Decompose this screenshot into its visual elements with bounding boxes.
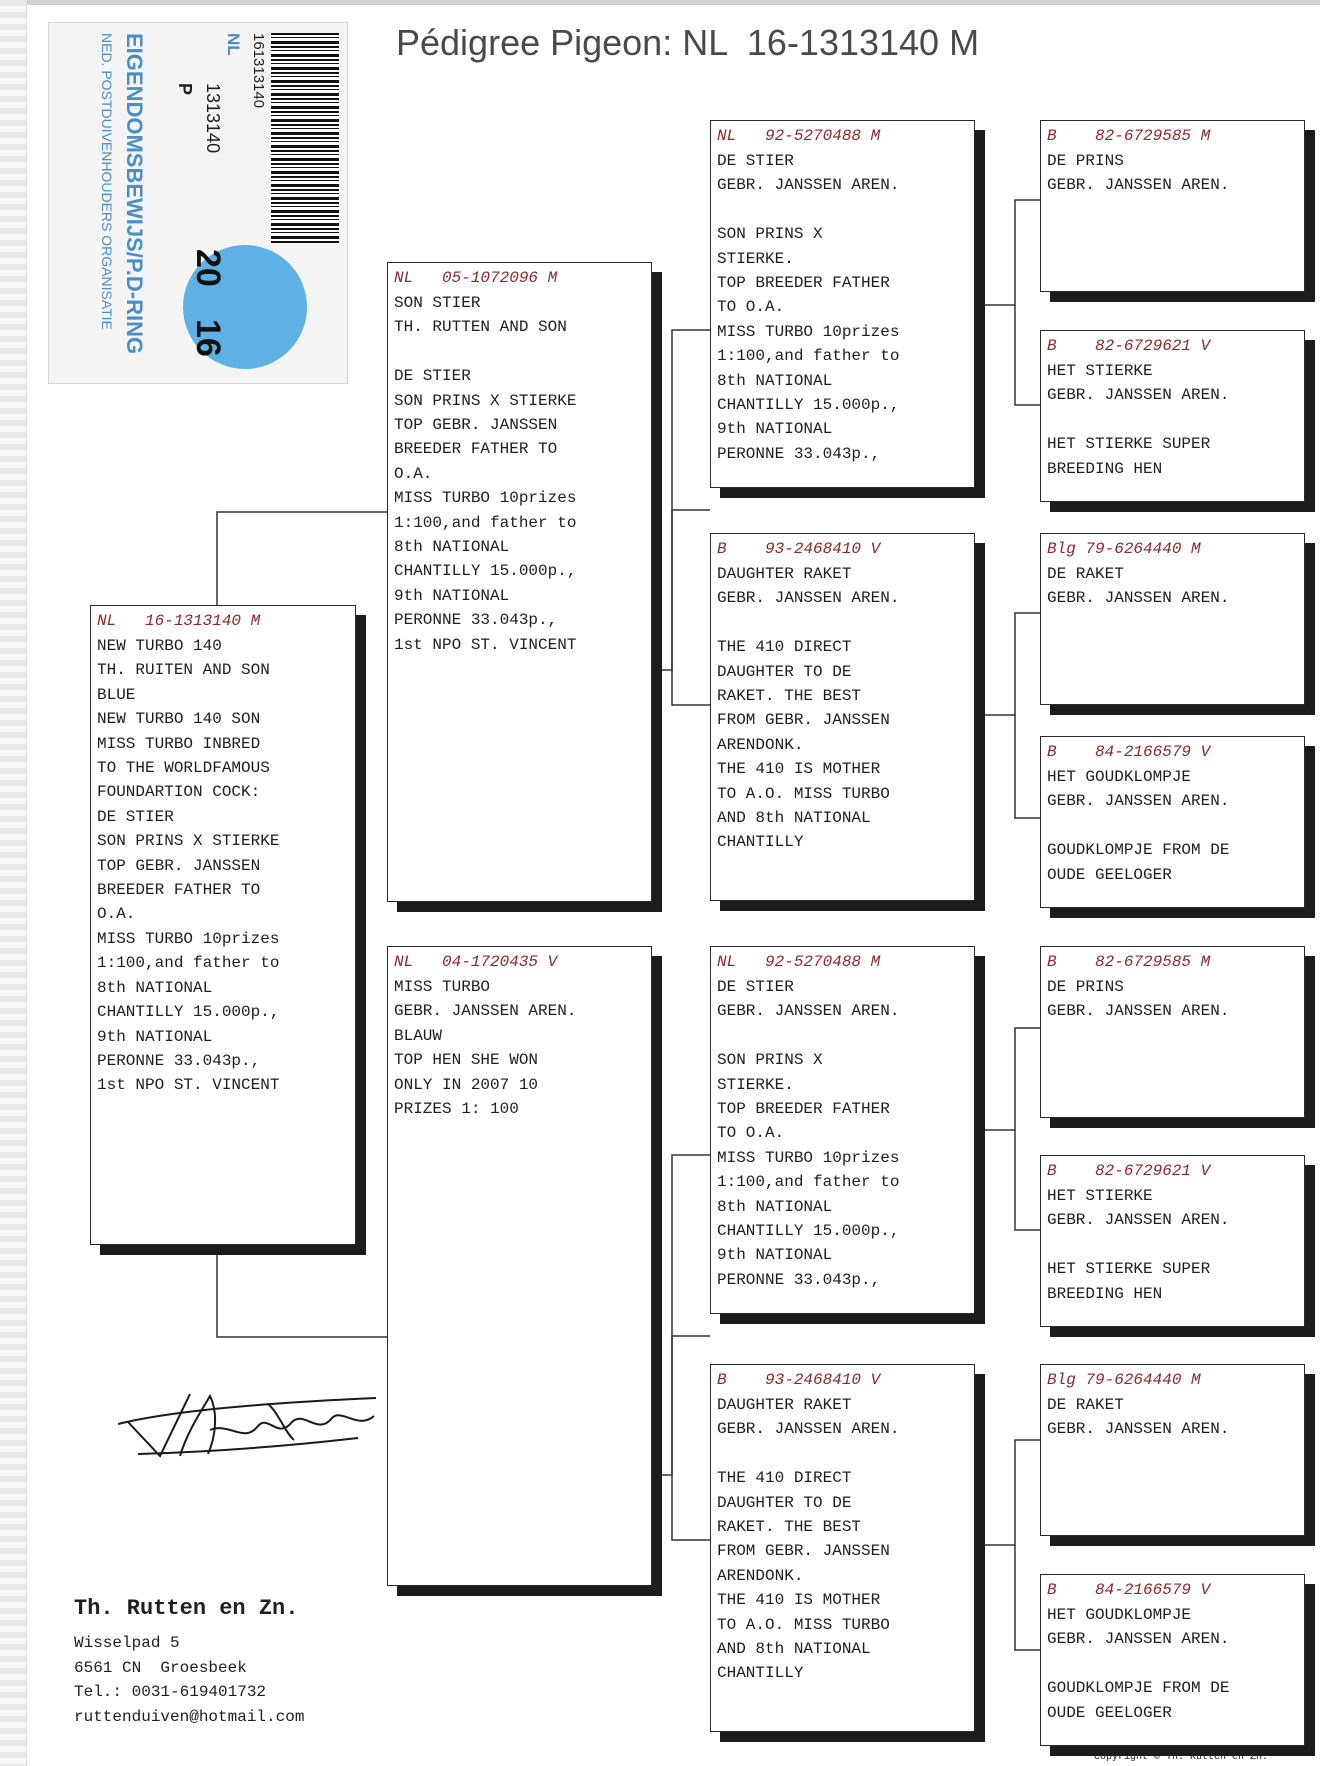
ring-number: NL 05-1072096 M — [394, 269, 558, 287]
pedigree-line: MISS TURBO 10prizes — [394, 489, 577, 508]
ds-sire-box — [1040, 946, 1305, 1118]
pedigree-line: GOUDKLOMPJE FROM DE — [1047, 841, 1230, 860]
pedigree-line: GEBR. JANSSEN AREN. — [717, 1420, 900, 1439]
pedigree-line — [1047, 408, 1298, 432]
pedigree-line: MISS TURBO — [394, 978, 491, 996]
pedigree-line: PERONNE 33.043p., — [394, 611, 558, 630]
pedigree-line: CHANTILLY 15.000p., — [717, 396, 900, 415]
ring-number: NL 04-1720435 V — [394, 953, 558, 971]
pedigree-line: DE RAKET — [1047, 565, 1124, 583]
breeder-name: Th. Rutten en Zn. — [74, 1596, 299, 1621]
dd-dam-box — [1040, 1574, 1305, 1746]
pedigree-line: OUDE GEELOGER — [1047, 1703, 1172, 1722]
page-title: Pédigree Pigeon: NL 16-1313140 M — [396, 22, 980, 63]
pedigree-line: CHANTILLY — [717, 833, 804, 852]
pedigree-line: AND 8th NATIONAL — [717, 809, 871, 828]
pedigree-line: BREEDING HEN — [1047, 459, 1163, 478]
breeder-signature — [118, 1382, 388, 1462]
pedigree-line: DE STIER — [717, 978, 794, 996]
ring-card-organisation: NED. POSTDUIVENHOUDERS ORGANISATIE — [99, 33, 115, 330]
pedigree-line: THE 410 IS MOTHER — [717, 760, 881, 779]
pedigree-line: DAUGHTER TO DE — [717, 1493, 852, 1512]
pedigree-line: GEBR. JANSSEN AREN. — [1047, 176, 1230, 195]
pedigree-line: 1st NPO ST. VINCENT — [394, 635, 577, 654]
pedigree-line: DE RAKET — [1047, 1396, 1124, 1414]
pedigree-line: TH. RUTTEN AND SON — [394, 318, 567, 337]
pedigree-line — [1047, 814, 1298, 838]
pedigree-line: MISS TURBO 10prizes — [717, 322, 900, 341]
ring-card-letter: P — [175, 83, 195, 96]
pedigree-line — [1047, 1652, 1298, 1676]
pedigree-line: BREEDER FATHER TO — [394, 440, 558, 459]
pedigree-line: GEBR. JANSSEN AREN. — [1047, 386, 1230, 405]
breeder-street: Wisselpad 5 — [74, 1634, 180, 1652]
pedigree-line: PERONNE 33.043p., — [97, 1051, 261, 1070]
pedigree-line: SON PRINS X STIERKE — [394, 391, 577, 410]
pedigree-line: HET STIERKE — [1047, 362, 1153, 380]
pedigree-line: GEBR. JANSSEN AREN. — [1047, 589, 1230, 608]
pedigree-line: THE 410 DIRECT — [717, 1469, 852, 1488]
pedigree-line: TOP GEBR. JANSSEN — [97, 856, 261, 875]
pedigree-line: THE 410 DIRECT — [717, 638, 852, 657]
breeder-city: 6561 CN Groesbeek — [74, 1658, 247, 1677]
pedigree-line: BREEDING HEN — [1047, 1284, 1163, 1303]
pedigree-line: FROM GEBR. JANSSEN — [717, 711, 890, 730]
pedigree-line: 8th NATIONAL — [717, 371, 833, 390]
ring-number: B 82-6729585 M — [1047, 127, 1211, 145]
pedigree-line: SON PRINS X — [717, 225, 823, 244]
pedigree-line: TO A.O. MISS TURBO — [717, 784, 890, 803]
pedigree-line: GOUDKLOMPJE FROM DE — [1047, 1679, 1230, 1698]
ring-card-country: NL — [224, 33, 243, 56]
ring-number: NL 92-5270488 M — [717, 953, 881, 971]
pedigree-line — [717, 198, 968, 222]
pedigree-line: FROM GEBR. JANSSEN — [717, 1542, 890, 1561]
pedigree-line: GEBR. JANSSEN AREN. — [1047, 1002, 1230, 1021]
pedigree-line: GEBR. JANSSEN AREN. — [717, 589, 900, 608]
sire-sire-box — [710, 120, 975, 488]
ss-sire-box — [1040, 120, 1305, 292]
ring-number: B 82-6729621 V — [1047, 337, 1211, 355]
sd-dam-box — [1040, 736, 1305, 908]
pedigree-line: MISS TURBO 10prizes — [717, 1148, 900, 1167]
pedigree-line: TOP BREEDER FATHER — [717, 274, 890, 293]
pedigree-line: SON PRINS X — [717, 1051, 823, 1070]
breeder-contact — [74, 1596, 304, 1729]
pedigree-line: DE STIER — [717, 152, 794, 170]
pedigree-line: TOP GEBR. JANSSEN — [394, 416, 558, 435]
pedigree-line: 1:100,and father to — [717, 347, 900, 366]
pedigree-line: TO THE WORLDFAMOUS — [97, 759, 270, 778]
pedigree-line: 8th NATIONAL — [97, 978, 213, 997]
pedigree-line: DE STIER — [97, 807, 174, 826]
dam-dam-box — [710, 1364, 975, 1732]
pedigree-line: TH. RUITEN AND SON — [97, 661, 270, 680]
pedigree-line: GEBR. JANSSEN AREN. — [717, 1002, 900, 1021]
pedigree-line — [717, 1024, 968, 1048]
pedigree-line: ARENDONK. — [717, 735, 804, 754]
pedigree-line: TO A.O. MISS TURBO — [717, 1615, 890, 1634]
pedigree-line — [717, 1442, 968, 1466]
pedigree-line — [1047, 1233, 1298, 1257]
pedigree-line: HET STIERKE SUPER — [1047, 1260, 1211, 1279]
pedigree-line: 8th NATIONAL — [717, 1197, 833, 1216]
pedigree-line: 9th NATIONAL — [717, 420, 833, 439]
pedigree-line: CHANTILLY 15.000p., — [394, 562, 577, 581]
ring-number: B 93-2468410 V — [717, 1371, 881, 1389]
pedigree-line: BLUE — [97, 685, 136, 704]
pedigree-line: GEBR. JANSSEN AREN. — [1047, 1420, 1230, 1439]
pedigree-line: DAUGHTER TO DE — [717, 662, 852, 681]
pedigree-line: GEBR. JANSSEN AREN. — [717, 176, 900, 195]
pedigree-line: 1:100,and father to — [394, 513, 577, 532]
pedigree-line: PERONNE 33.043p., — [717, 1270, 881, 1289]
pedigree-line: BLAUW — [394, 1026, 443, 1045]
pedigree-line: OUDE GEELOGER — [1047, 865, 1172, 884]
pedigree-line: RAKET. THE BEST — [717, 687, 862, 706]
pedigree-line: NEW TURBO 140 SON — [97, 710, 261, 729]
pedigree-line: ARENDONK. — [717, 1566, 804, 1585]
ring-number: NL 16-1313140 M — [97, 612, 261, 630]
pedigree-line: TOP HEN SHE WON — [394, 1051, 539, 1070]
pedigree-line: 9th NATIONAL — [97, 1027, 213, 1046]
pedigree-line: 9th NATIONAL — [717, 1246, 833, 1265]
pedigree-line: O.A. — [97, 905, 136, 924]
pedigree-line: TO O.A. — [717, 1124, 785, 1143]
pedigree-line: HET GOUDKLOMPJE — [1047, 768, 1192, 786]
pedigree-line: PRIZES 1: 100 — [394, 1100, 519, 1119]
pedigree-line — [394, 340, 645, 364]
pedigree-line: DE STIER — [394, 367, 471, 386]
pedigree-line — [717, 611, 968, 635]
ring-number: B 82-6729585 M — [1047, 953, 1211, 971]
pedigree-line: CHANTILLY 15.000p., — [97, 1003, 280, 1022]
pedigree-line: 9th NATIONAL — [394, 586, 510, 605]
barcode-number: 161313140 — [250, 33, 267, 109]
pedigree-line: NEW TURBO 140 — [97, 637, 222, 655]
pedigree-line: MISS TURBO INBRED — [97, 734, 261, 753]
pedigree-line: 1:100,and father to — [717, 1173, 900, 1192]
ring-number: NL 92-5270488 M — [717, 127, 881, 145]
pedigree-line: BREEDER FATHER TO — [97, 881, 261, 900]
pedigree-line: FOUNDARTION COCK: — [97, 783, 261, 802]
breeder-email: ruttenduiven@hotmail.com — [74, 1707, 305, 1726]
ring-number: Blg 79-6264440 M — [1047, 1371, 1201, 1389]
pedigree-line: THE 410 IS MOTHER — [717, 1591, 881, 1610]
pedigree-line: AND 8th NATIONAL — [717, 1640, 871, 1659]
ring-card-number: 1313140 — [203, 83, 223, 154]
pedigree-line: 1st NPO ST. VINCENT — [97, 1076, 280, 1095]
pedigree-line: SON STIER — [394, 294, 481, 312]
ring-number: B 93-2468410 V — [717, 540, 881, 558]
pedigree-line: O.A. — [394, 464, 433, 483]
sire-box — [387, 262, 652, 902]
pedigree-line: HET STIERKE SUPER — [1047, 435, 1211, 454]
pedigree-line: CHANTILLY 15.000p., — [717, 1222, 900, 1241]
pedigree-line: GEBR. JANSSEN AREN. — [1047, 792, 1230, 811]
dam-sire-box — [710, 946, 975, 1314]
pedigree-line: TO O.A. — [717, 298, 785, 317]
pedigree-line: 1:100,and father to — [97, 954, 280, 973]
copyright-note: Copyright © Th. Rutten en Zn. — [1094, 1752, 1269, 1763]
dam-box — [387, 946, 652, 1586]
ring-number: Blg 79-6264440 M — [1047, 540, 1201, 558]
pedigree-line: 8th NATIONAL — [394, 538, 510, 557]
ring-number: B 84-2166579 V — [1047, 743, 1211, 761]
pedigree-line: SON PRINS X STIERKE — [97, 832, 280, 851]
pedigree-line: MISS TURBO 10prizes — [97, 929, 280, 948]
ring-card-name: EIGENDOMSBEWIJS/P.D-RING — [122, 33, 147, 355]
ring-card-year-left: 20 — [189, 249, 227, 287]
pedigree-line: GEBR. JANSSEN AREN. — [1047, 1211, 1230, 1230]
dd-sire-box — [1040, 1364, 1305, 1536]
ring-number: B 82-6729621 V — [1047, 1162, 1211, 1180]
pedigree-line: GEBR. JANSSEN AREN. — [394, 1002, 577, 1021]
pedigree-line: CHANTILLY — [717, 1664, 804, 1683]
pedigree-line: RAKET. THE BEST — [717, 1518, 862, 1537]
pedigree-line: STIERKE. — [717, 1075, 794, 1094]
pedigree-line: DAUGHTER RAKET — [717, 565, 852, 583]
pedigree-line: TOP BREEDER FATHER — [717, 1100, 890, 1119]
breeder-phone: Tel.: 0031-619401732 — [74, 1683, 267, 1701]
pedigree-line: HET STIERKE — [1047, 1187, 1153, 1205]
ss-dam-box — [1040, 330, 1305, 502]
pedigree-line: DAUGHTER RAKET — [717, 1396, 852, 1414]
ring-number: B 84-2166579 V — [1047, 1581, 1211, 1599]
pedigree-line: PERONNE 33.043p., — [717, 444, 881, 463]
sire-dam-box — [710, 533, 975, 901]
pedigree-line: HET GOUDKLOMPJE — [1047, 1606, 1192, 1624]
pedigree-line: STIERKE. — [717, 249, 794, 268]
sd-sire-box — [1040, 533, 1305, 705]
pedigree-line: DE PRINS — [1047, 152, 1124, 170]
ds-dam-box — [1040, 1155, 1305, 1327]
pedigree-line: DE PRINS — [1047, 978, 1124, 996]
pedigree-line: ONLY IN 2007 10 — [394, 1075, 539, 1094]
ring-card-year-right: 16 — [189, 319, 227, 357]
pedigree-line: GEBR. JANSSEN AREN. — [1047, 1630, 1230, 1649]
subject-pigeon-box — [90, 605, 356, 1245]
